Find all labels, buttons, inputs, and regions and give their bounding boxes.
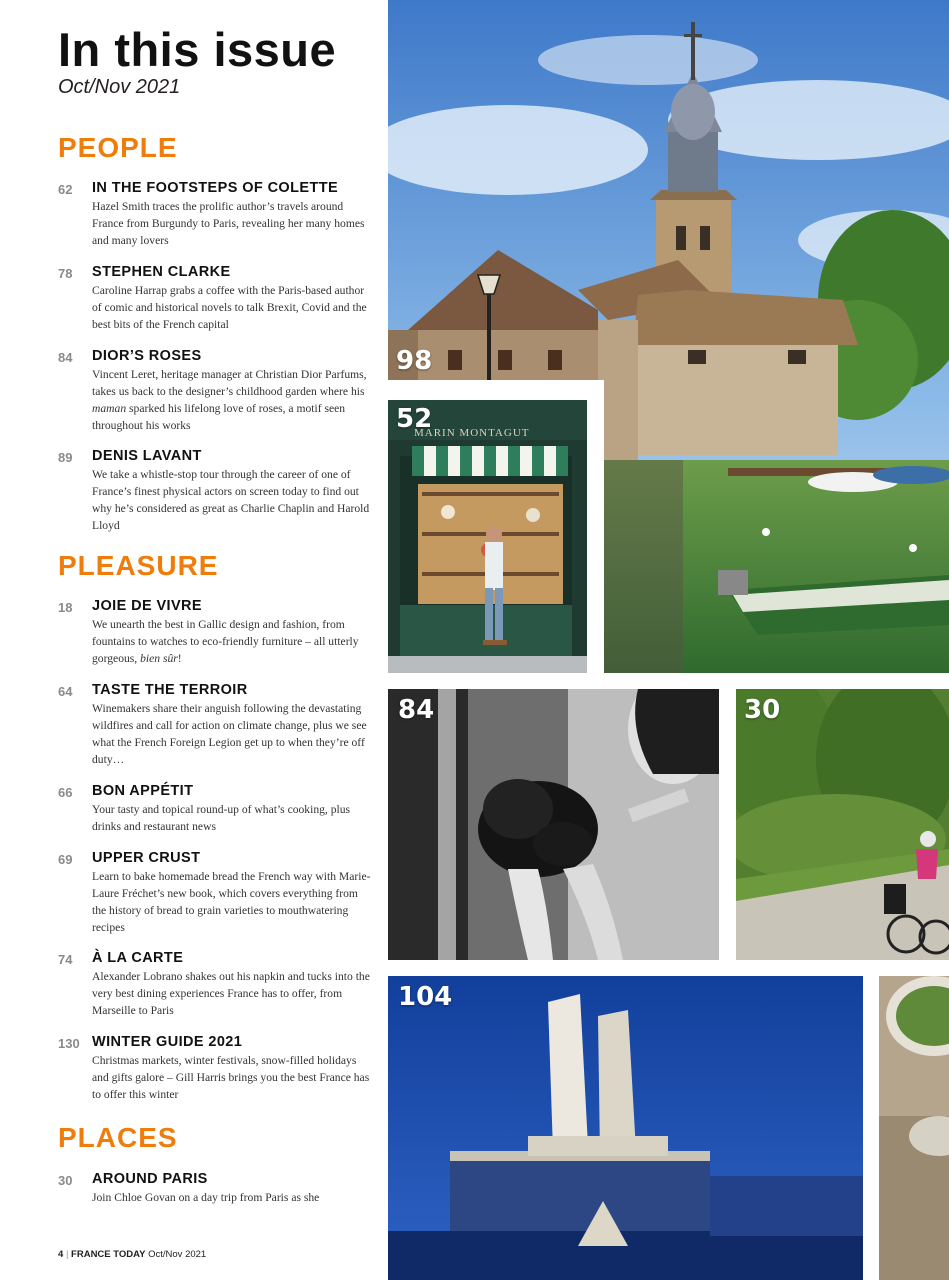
- photo-shopfront[interactable]: [388, 400, 587, 673]
- entry-title: DIOR’S ROSES: [92, 348, 202, 364]
- entry-page-number: 30: [58, 1173, 73, 1188]
- shop-sign: MARIN MONTAGUT: [414, 427, 530, 439]
- entry-description: Join Chloe Govan on a day trip from Paris as she: [92, 1191, 320, 1204]
- photo-page-number: 98: [396, 346, 433, 376]
- entry-page-number: 84: [58, 350, 73, 365]
- entry-page-number: 66: [58, 785, 73, 800]
- issue-date: Oct/Nov 2021: [58, 76, 181, 98]
- entry-description: Your tasty and topical round-up of what’s cooking, plus drinks and restaurant news: [92, 803, 351, 833]
- italic-word: maman: [92, 402, 127, 415]
- entry-page-number: 130: [58, 1036, 80, 1051]
- entry-description: Hazel Smith traces the prolific author’s travels around France from Burgundy to Paris, revealing her many homes and many lovers: [92, 200, 365, 247]
- footer-separator: |: [65, 1249, 69, 1260]
- section-heading-people: PEOPLE: [58, 132, 178, 163]
- photo-page-number: 104: [398, 982, 453, 1012]
- entry-title: À LA CARTE: [92, 950, 184, 966]
- photo-page-number: 52: [396, 404, 433, 434]
- entry-description: Alexander Lobrano shakes out his napkin and tucks into the very best dining experiences France has to offer, from Marseille to Paris: [92, 970, 370, 1017]
- entry-title: DENIS LAVANT: [92, 448, 202, 464]
- photo-dior-rose[interactable]: [388, 689, 719, 960]
- entry-title: BON APPÉTIT: [92, 783, 194, 799]
- entry-description: Learn to bake homemade bread the French way with Marie-Laure Fréchet’s new book, which covers everything from the history of bread to grain varieties to mouthwatering recipes: [92, 870, 371, 934]
- footer-page-number: 4: [58, 1249, 64, 1260]
- contents-column: [0, 0, 388, 1280]
- footer-magazine-name: FRANCE TODAY: [71, 1249, 146, 1260]
- entry-description: We take a whistle-stop tour through the career of one of France’s finest physical actors on screen today to find out why he’s considered as great as Charlie Chaplin and Harold Lloyd: [92, 468, 370, 532]
- entry-page-number: 62: [58, 182, 73, 197]
- entry-title: STEPHEN CLARKE: [92, 264, 231, 280]
- page-title: In this issue: [58, 23, 337, 76]
- entry-title: TASTE THE TERROIR: [92, 682, 248, 698]
- entry-title: UPPER CRUST: [92, 850, 201, 866]
- entry-description: Christmas markets, winter festivals, snow-filled holidays and gifts galore – Gill Harris brings you the best France has to offer this winter: [92, 1054, 370, 1101]
- entry-page-number: 64: [58, 684, 73, 699]
- entry-page-number: 18: [58, 600, 73, 615]
- entry-page-number: 89: [58, 450, 73, 465]
- entry-page-number: 69: [58, 852, 73, 867]
- entry-description: We unearth the best in Gallic design and fashion, from fountains to watches to eco-friendly furniture – all utterly gorgeous, bien sûr!: [92, 618, 359, 665]
- italic-word: bien sûr: [140, 652, 178, 665]
- entry-title: IN THE FOOTSTEPS OF COLETTE: [92, 180, 339, 196]
- entry-page-number: 74: [58, 952, 73, 967]
- photo-page-number: 30: [744, 695, 781, 725]
- entry-description: Vincent Leret, heritage manager at Christian Dior Parfums, takes us back to the designer’s childhood garden where his maman sparked his lifelong love of roses, a motif seen throughout his works: [92, 368, 367, 432]
- entry-description: Winemakers share their anguish following the devastating wildfires and call for action on climate change, plus we see what the French Foreign Legion get up to when they’re off duty…: [92, 702, 367, 766]
- entry-title: WINTER GUIDE 2021: [92, 1034, 243, 1050]
- entry-page-number: 78: [58, 266, 73, 281]
- page-footer: [58, 1249, 206, 1260]
- photo-cyclist[interactable]: [736, 689, 949, 960]
- photo-page-number: 84: [398, 695, 435, 725]
- photo-food[interactable]: [879, 976, 949, 1280]
- entry-title: AROUND PARIS: [92, 1171, 208, 1187]
- entry-title: JOIE DE VIVRE: [92, 598, 202, 614]
- entry-description: Caroline Harrap grabs a coffee with the Paris-based author of comic and historical novels to talk Brexit, Covid and the best bits of the French capital: [92, 284, 367, 331]
- photo-memorial[interactable]: [388, 976, 863, 1280]
- section-heading-places: PLACES: [58, 1122, 178, 1153]
- footer-issue: Oct/Nov 2021: [148, 1249, 207, 1260]
- section-heading-pleasure: PLEASURE: [58, 550, 219, 581]
